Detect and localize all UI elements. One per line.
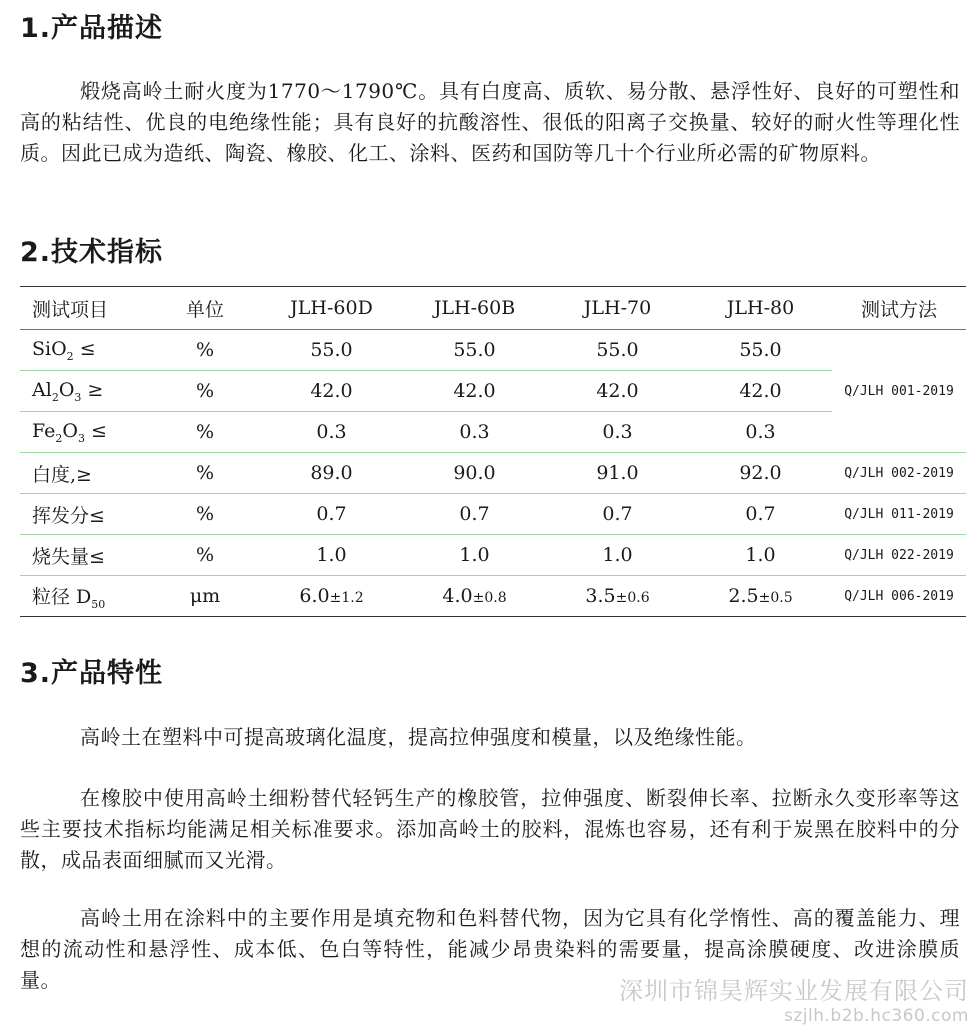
cell-value: 0.3 [546, 412, 689, 453]
cell-value: 91.0 [546, 453, 689, 494]
row-label-sio2 [20, 330, 150, 371]
cell-value [260, 576, 403, 617]
table-row [20, 494, 966, 535]
row-label-al2o3 [20, 371, 150, 412]
label-part: O [62, 419, 78, 442]
row-label-whiteness: 白度,≥ [20, 453, 150, 494]
header-unit: 单位 [150, 287, 260, 330]
cell-value: 1.0 [546, 535, 689, 576]
cell-unit: % [150, 412, 260, 453]
header-jlh-80: JLH-80 [689, 287, 832, 330]
cell-value: 0.7 [546, 494, 689, 535]
cell-method: Q/JLH 006-2019 [832, 576, 966, 617]
table-row [20, 412, 966, 453]
cell-value: 42.0 [403, 371, 546, 412]
value-main: 3.5 [585, 585, 616, 607]
cell-value: 92.0 [689, 453, 832, 494]
cell-value: 0.3 [260, 412, 403, 453]
header-test-method: 测试方法 [832, 287, 966, 330]
value-tolerance: ±0.5 [758, 590, 793, 606]
label-part: Fe [32, 419, 56, 442]
header-jlh-70: JLH-70 [546, 287, 689, 330]
cell-value: 0.3 [403, 412, 546, 453]
label-part: 粒径 D [32, 585, 92, 608]
watermark [619, 976, 969, 1026]
value-main: 4.0 [442, 585, 473, 607]
row-label-fe2o3 [20, 412, 150, 453]
row-label-volatile: 挥发分≤ [20, 494, 150, 535]
cell-unit: % [150, 330, 260, 371]
cell-value: 42.0 [689, 371, 832, 412]
cell-value [546, 576, 689, 617]
label-part: SiO [32, 337, 67, 360]
label-subscript: 3 [77, 431, 85, 445]
cell-value: 0.7 [260, 494, 403, 535]
row-label-particle-size [20, 576, 150, 617]
cell-method: Q/JLH 022-2019 [832, 535, 966, 576]
cell-value: 55.0 [260, 330, 403, 371]
table-row [20, 330, 966, 371]
row-label-loss-on-ignition: 烧失量≤ [20, 535, 150, 576]
cell-value: 55.0 [689, 330, 832, 371]
spec-table [20, 286, 966, 617]
cell-value [689, 576, 832, 617]
feature-paragraph-coatings: 高岭土用在涂料中的主要作用是填充物和色料替代物，因为它具有化学惰性、高的覆盖能力、理想的流动性和悬浮性、成本低、色白等特性，能减少昂贵染料的需要量，提高涂膜硬度、改进涂膜质量。 [20, 906, 960, 992]
label-part: O [58, 378, 75, 401]
cell-value: 1.0 [260, 535, 403, 576]
cell-value: 55.0 [546, 330, 689, 371]
cell-value: 90.0 [403, 453, 546, 494]
watermark-company: 深圳市锦昊辉实业发展有限公司 [619, 977, 969, 1005]
value-main: 6.0 [299, 585, 330, 607]
section-title-specifications: 2.技术指标 [20, 237, 164, 268]
header-jlh-60b: JLH-60B [403, 287, 546, 330]
cell-unit: % [150, 371, 260, 412]
table-row [20, 371, 966, 412]
spec-header-row [20, 287, 966, 330]
label-part: Al [32, 378, 52, 401]
label-subscript: 2 [66, 349, 74, 363]
cell-value: 0.3 [689, 412, 832, 453]
watermark-url: szjlh.b2b.hc360.com [784, 1006, 969, 1026]
cell-value: 55.0 [403, 330, 546, 371]
header-test-item: 测试项目 [20, 287, 150, 330]
cell-unit: % [150, 453, 260, 494]
label-part: ≤ [84, 419, 107, 442]
label-subscript: 2 [55, 431, 63, 445]
table-row [20, 535, 966, 576]
label-part: ≥ [81, 378, 104, 401]
section-title-description: 1.产品描述 [20, 13, 164, 44]
description-paragraph: 煅烧高岭土耐火度为1770～1790℃。具有白度高、质软、易分散、悬浮性好、良好的可塑性和高的粘结性、优良的电绝缘性能；具有良好的抗酸溶性、很低的阳离子交换量、较好的耐火性等理化性质。因此已成为造纸、陶瓷、橡胶、化工、涂料、医药和国防等几十个行业所必需的矿物原料。 [20, 79, 960, 165]
feature-paragraph-rubber: 在橡胶中使用高岭土细粉替代轻钙生产的橡胶管，拉伸强度、断裂伸长率、拉断永久变形率等这些主要技术指标均能满足相关标准要求。添加高岭土的胶料，混炼也容易，还有利于炭黑在胶料中的分散，成品表面细腻而又光滑。 [20, 786, 960, 872]
label-part: ≤ [73, 337, 96, 360]
cell-unit: μm [150, 576, 260, 617]
cell-value: 1.0 [689, 535, 832, 576]
cell-unit: % [150, 535, 260, 576]
label-subscript: 50 [91, 597, 106, 611]
header-jlh-60d: JLH-60D [260, 287, 403, 330]
table-row [20, 453, 966, 494]
value-main: 2.5 [728, 585, 759, 607]
cell-value: 42.0 [546, 371, 689, 412]
cell-method: Q/JLH 011-2019 [832, 494, 966, 535]
cell-method-group: Q/JLH 001-2019 [832, 330, 966, 453]
cell-value: 0.7 [403, 494, 546, 535]
cell-unit: % [150, 494, 260, 535]
cell-value: 0.7 [689, 494, 832, 535]
label-subscript: 3 [74, 390, 82, 404]
value-tolerance: ±1.2 [329, 590, 364, 606]
feature-paragraph-plastics: 高岭土在塑料中可提高玻璃化温度，提高拉伸强度和模量，以及绝缘性能。 [80, 725, 757, 749]
cell-value [403, 576, 546, 617]
cell-value: 42.0 [260, 371, 403, 412]
value-tolerance: ±0.6 [615, 590, 650, 606]
table-row [20, 576, 966, 617]
cell-value: 89.0 [260, 453, 403, 494]
value-tolerance: ±0.8 [472, 590, 507, 606]
cell-value: 1.0 [403, 535, 546, 576]
cell-method: Q/JLH 002-2019 [832, 453, 966, 494]
section-title-features: 3.产品特性 [20, 658, 164, 689]
label-subscript: 2 [51, 390, 59, 404]
